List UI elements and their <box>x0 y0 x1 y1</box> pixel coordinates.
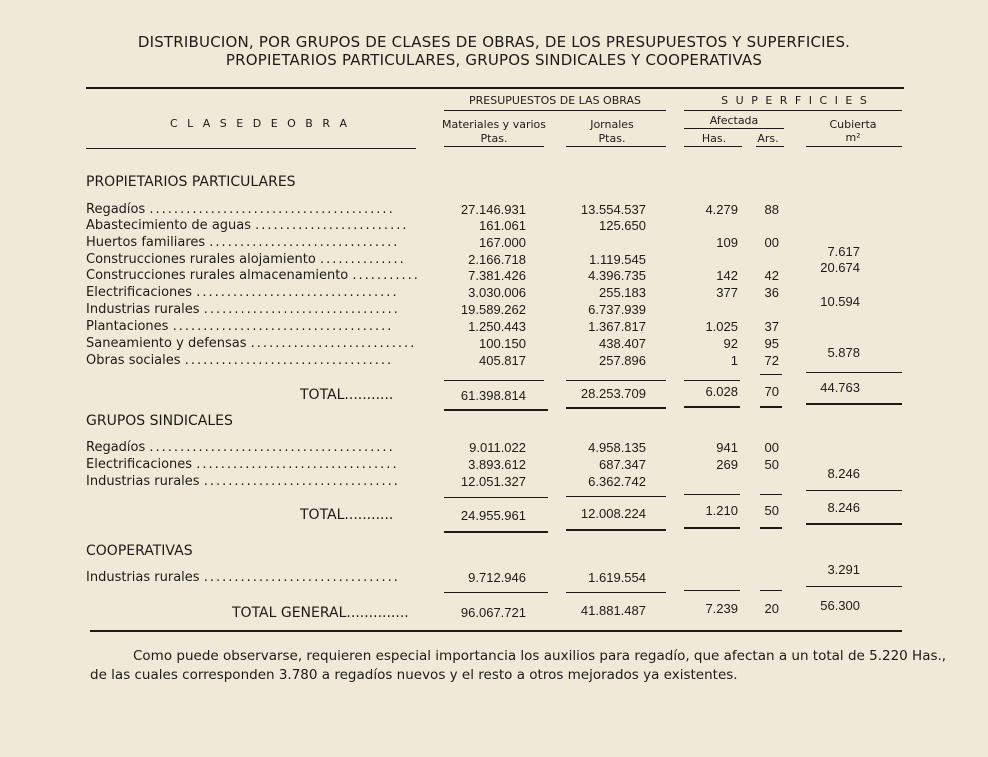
cell-materiales: 161.061 <box>479 218 526 233</box>
cell-jornales: 1.119.545 <box>589 252 646 267</box>
row-label <box>86 319 393 334</box>
header-materiales: Materiales y varios <box>442 118 546 131</box>
row-label <box>86 474 400 489</box>
cell-materiales: 12.051.327 <box>460 474 526 489</box>
total1-ars: 70 <box>764 384 779 399</box>
row-label-text: Saneamiento y defensas <box>86 336 247 351</box>
cell-has: 92 <box>723 336 738 351</box>
cell-has: 377 <box>716 285 738 300</box>
cell-jornales: 6.362.742 <box>588 474 646 489</box>
total2-ars: 50 <box>764 503 779 518</box>
cell-jornales: 6.737.939 <box>588 302 646 317</box>
row-label-text: Industrias rurales <box>86 302 200 317</box>
tg-rule-top-jornales <box>566 592 666 593</box>
header-presupuestos: PRESUPUESTOS DE LAS OBRAS <box>469 94 641 107</box>
total2-has: 1.210 <box>705 503 738 518</box>
row-label-text: Regadíos <box>86 440 146 455</box>
row-leader-dots: ................................. <box>196 285 399 300</box>
cell-jornales: 4.958.135 <box>588 440 646 455</box>
total2-rule-top-jornales <box>566 496 666 497</box>
cell-jornales: 257.896 <box>599 353 646 368</box>
total1-rule-top-ars <box>760 374 782 375</box>
header-clase-de-obra: C L A S E D E O B R A <box>169 117 351 130</box>
total2-rule-bottom-cubierta <box>806 523 902 525</box>
total-general-materiales: 96.067.721 <box>460 605 526 620</box>
table-title-line2: PROPIETARIOS PARTICULARES, GRUPOS SINDICALES Y COOPERATIVAS <box>225 51 763 69</box>
header-ars: Ars. <box>757 132 779 145</box>
row-leader-dots: ................................. <box>196 457 399 472</box>
row-label <box>86 302 400 317</box>
cell-jornales: 255.183 <box>599 285 646 300</box>
row-label <box>86 457 399 472</box>
header-has: Has. <box>701 132 727 145</box>
cell-jornales: 687.347 <box>599 457 646 472</box>
cell-materiales: 19.589.262 <box>460 302 526 317</box>
total1-rule-top-materiales <box>444 380 544 381</box>
tg-rule-top-cubierta <box>806 586 902 587</box>
total-general-jornales: 41.881.487 <box>580 603 646 618</box>
cell-materiales: 405.817 <box>479 353 526 368</box>
cell-materiales: 3.030.006 <box>468 285 526 300</box>
cell-cubierta: 8.246 <box>827 466 860 481</box>
table-title-line1: DISTRIBUCION, POR GRUPOS DE CLASES DE OBRAS, DE LOS PRESUPUESTOS Y SUPERFICIES. <box>137 33 851 51</box>
row-label-text: Abastecimiento de aguas <box>86 218 252 233</box>
tg-rule-top-has <box>684 590 740 591</box>
row-label-text: Construcciones rurales alojamiento <box>86 252 316 267</box>
cell-ars: 00 <box>764 440 779 455</box>
total1-rule-bottom-materiales <box>444 409 548 411</box>
cell-cubierta: 5.878 <box>827 345 860 360</box>
row-label-text: Industrias rurales <box>86 570 200 585</box>
header-underline-materiales <box>444 146 544 147</box>
row-label <box>86 235 399 250</box>
bottom-rule <box>90 630 902 632</box>
cell-has: 269 <box>716 457 738 472</box>
total2-label: TOTAL........... <box>300 507 394 523</box>
section-title-propietarios: PROPIETARIOS PARTICULARES <box>86 174 296 190</box>
cell-has: 142 <box>716 268 738 283</box>
row-leader-dots: ......................... <box>255 218 409 233</box>
total2-rule-top-materiales <box>444 497 548 498</box>
section-title-grupos-sindicales: GRUPOS SINDICALES <box>86 413 233 429</box>
cell-materiales: 3.893.612 <box>468 457 526 472</box>
total1-rule-top-cubierta <box>806 372 902 373</box>
row-leader-dots: ................................ <box>203 302 400 317</box>
total1-rule-bottom-ars <box>760 406 782 408</box>
total1-jornales: 28.253.709 <box>580 386 646 401</box>
total1-rule-bottom-has <box>684 406 740 408</box>
row-label <box>86 285 399 300</box>
cell-materiales: 100.150 <box>479 336 526 351</box>
total2-rule-bottom-ars <box>760 527 782 529</box>
cell-ars: 37 <box>764 319 779 334</box>
cell-ars: 50 <box>764 457 779 472</box>
cell-ars: 00 <box>764 235 779 250</box>
header-rule-superficies <box>684 110 902 111</box>
total-general-has: 7.239 <box>705 601 738 616</box>
header-superficies: S U P E R F I C I E S <box>721 94 869 107</box>
total1-rule-top-jornales <box>566 380 666 381</box>
total1-cubierta: 44.763 <box>820 380 860 395</box>
cell-has: 4.279 <box>705 202 738 217</box>
row-label <box>86 336 416 351</box>
total2-rule-top-has <box>684 494 740 495</box>
total1-materiales: 61.398.814 <box>460 388 526 403</box>
cell-ars: 88 <box>764 202 779 217</box>
cell-has: 941 <box>716 440 738 455</box>
row-label-text: Construcciones rurales almacenamiento <box>86 268 349 283</box>
footnote-line1: Como puede observarse, requieren especial importancia los auxilios para regadío, que afectan a un total de 5.220 Has., <box>133 648 947 664</box>
cell-jornales: 1.619.554 <box>588 570 646 585</box>
total1-has: 6.028 <box>705 384 738 399</box>
header-underline-has <box>684 146 742 147</box>
header-underline-clase <box>86 148 416 149</box>
tg-rule-top-materiales <box>444 592 548 593</box>
row-leader-dots: .................................... <box>172 319 394 334</box>
total2-rule-bottom-materiales <box>444 531 548 533</box>
cell-materiales: 27.146.931 <box>460 202 526 217</box>
cell-materiales: 1.250.443 <box>468 319 526 334</box>
top-rule <box>86 87 904 89</box>
total1-rule-top-has <box>684 380 740 381</box>
total-general-cubierta: 56.300 <box>820 598 860 613</box>
row-label <box>86 570 400 585</box>
row-label <box>86 353 393 368</box>
header-rule-afectada <box>684 128 784 129</box>
footnote-line2: de las cuales corresponden 3.780 a regadíos nuevos y el resto a otros mejorados ya existentes. <box>90 667 738 683</box>
row-label <box>86 218 408 233</box>
row-label <box>86 252 406 267</box>
total2-rule-top-cubierta <box>806 490 902 491</box>
cell-cubierta: 10.594 <box>820 294 860 309</box>
row-label-text: Plantaciones <box>86 319 169 334</box>
total-general-ars: 20 <box>764 601 779 616</box>
row-leader-dots: ........................... <box>250 336 417 351</box>
cell-has: 1.025 <box>705 319 738 334</box>
cell-materiales: 9.011.022 <box>469 440 526 455</box>
header-underline-ars <box>756 146 784 147</box>
row-label <box>86 268 420 283</box>
cell-has: 1 <box>730 353 738 368</box>
row-leader-dots: .................................. <box>184 353 394 368</box>
header-materiales-unit: Ptas. <box>480 132 508 145</box>
cell-cubierta: 20.674 <box>820 260 860 275</box>
row-leader-dots: ................................ <box>203 570 400 585</box>
tg-rule-top-ars <box>760 590 782 591</box>
row-label <box>86 440 395 455</box>
row-label-text: Electrificaciones <box>86 285 193 300</box>
row-label-text: Electrificaciones <box>86 457 193 472</box>
cell-jornales: 125.650 <box>599 218 646 233</box>
total2-rule-bottom-has <box>684 527 740 529</box>
total1-rule-bottom-cubierta <box>806 403 902 405</box>
cell-materiales: 2.166.718 <box>468 252 526 267</box>
cell-cubierta: 7.617 <box>827 244 860 259</box>
row-label-text: Industrias rurales <box>86 474 200 489</box>
row-leader-dots: ................................ <box>203 474 400 489</box>
cell-ars: 72 <box>764 353 779 368</box>
row-leader-dots: ........... <box>352 268 420 283</box>
row-label-text: Huertos familiares <box>86 235 206 250</box>
total1-label: TOTAL........... <box>300 387 394 403</box>
header-afectada: Afectada <box>709 114 759 127</box>
total-general-label: TOTAL GENERAL.............. <box>232 605 409 621</box>
header-jornales-unit: Ptas. <box>598 132 626 145</box>
cell-materiales: 167.000 <box>479 235 526 250</box>
cell-ars: 36 <box>764 285 779 300</box>
cell-jornales: 438.407 <box>599 336 646 351</box>
cell-ars: 95 <box>764 336 779 351</box>
row-label-text: Obras sociales <box>86 353 181 368</box>
row-leader-dots: ........................................ <box>149 440 395 455</box>
row-leader-dots: ........................................ <box>149 202 395 217</box>
cell-ars: 42 <box>764 268 779 283</box>
row-label <box>86 202 395 217</box>
row-leader-dots: ............................... <box>209 235 400 250</box>
row-leader-dots: .............. <box>319 252 406 267</box>
cell-materiales: 9.712.946 <box>468 570 526 585</box>
total2-cubierta: 8.246 <box>827 500 860 515</box>
total2-materiales: 24.955.961 <box>460 508 526 523</box>
cell-jornales: 4.396.735 <box>588 268 646 283</box>
total2-rule-top-ars <box>760 494 782 495</box>
header-underline-jornales <box>566 146 666 147</box>
cell-jornales: 1.367.817 <box>588 319 646 334</box>
header-cubierta: Cubierta <box>829 118 877 131</box>
header-cubierta-unit: m² <box>845 131 861 144</box>
total2-jornales: 12.008.224 <box>580 506 646 521</box>
header-rule-presupuestos <box>444 110 666 111</box>
cell-jornales: 13.554.537 <box>580 202 646 217</box>
header-underline-cubierta <box>806 146 902 147</box>
cell-cubierta: 3.291 <box>827 562 860 577</box>
row-label-text: Regadíos <box>86 202 146 217</box>
total2-rule-bottom-jornales <box>566 529 666 531</box>
cell-has: 109 <box>716 235 738 250</box>
header-jornales: Jornales <box>590 118 634 131</box>
total1-rule-bottom-jornales <box>566 407 666 409</box>
section-title-cooperativas: COOPERATIVAS <box>86 543 193 559</box>
cell-materiales: 7.381.426 <box>468 268 526 283</box>
